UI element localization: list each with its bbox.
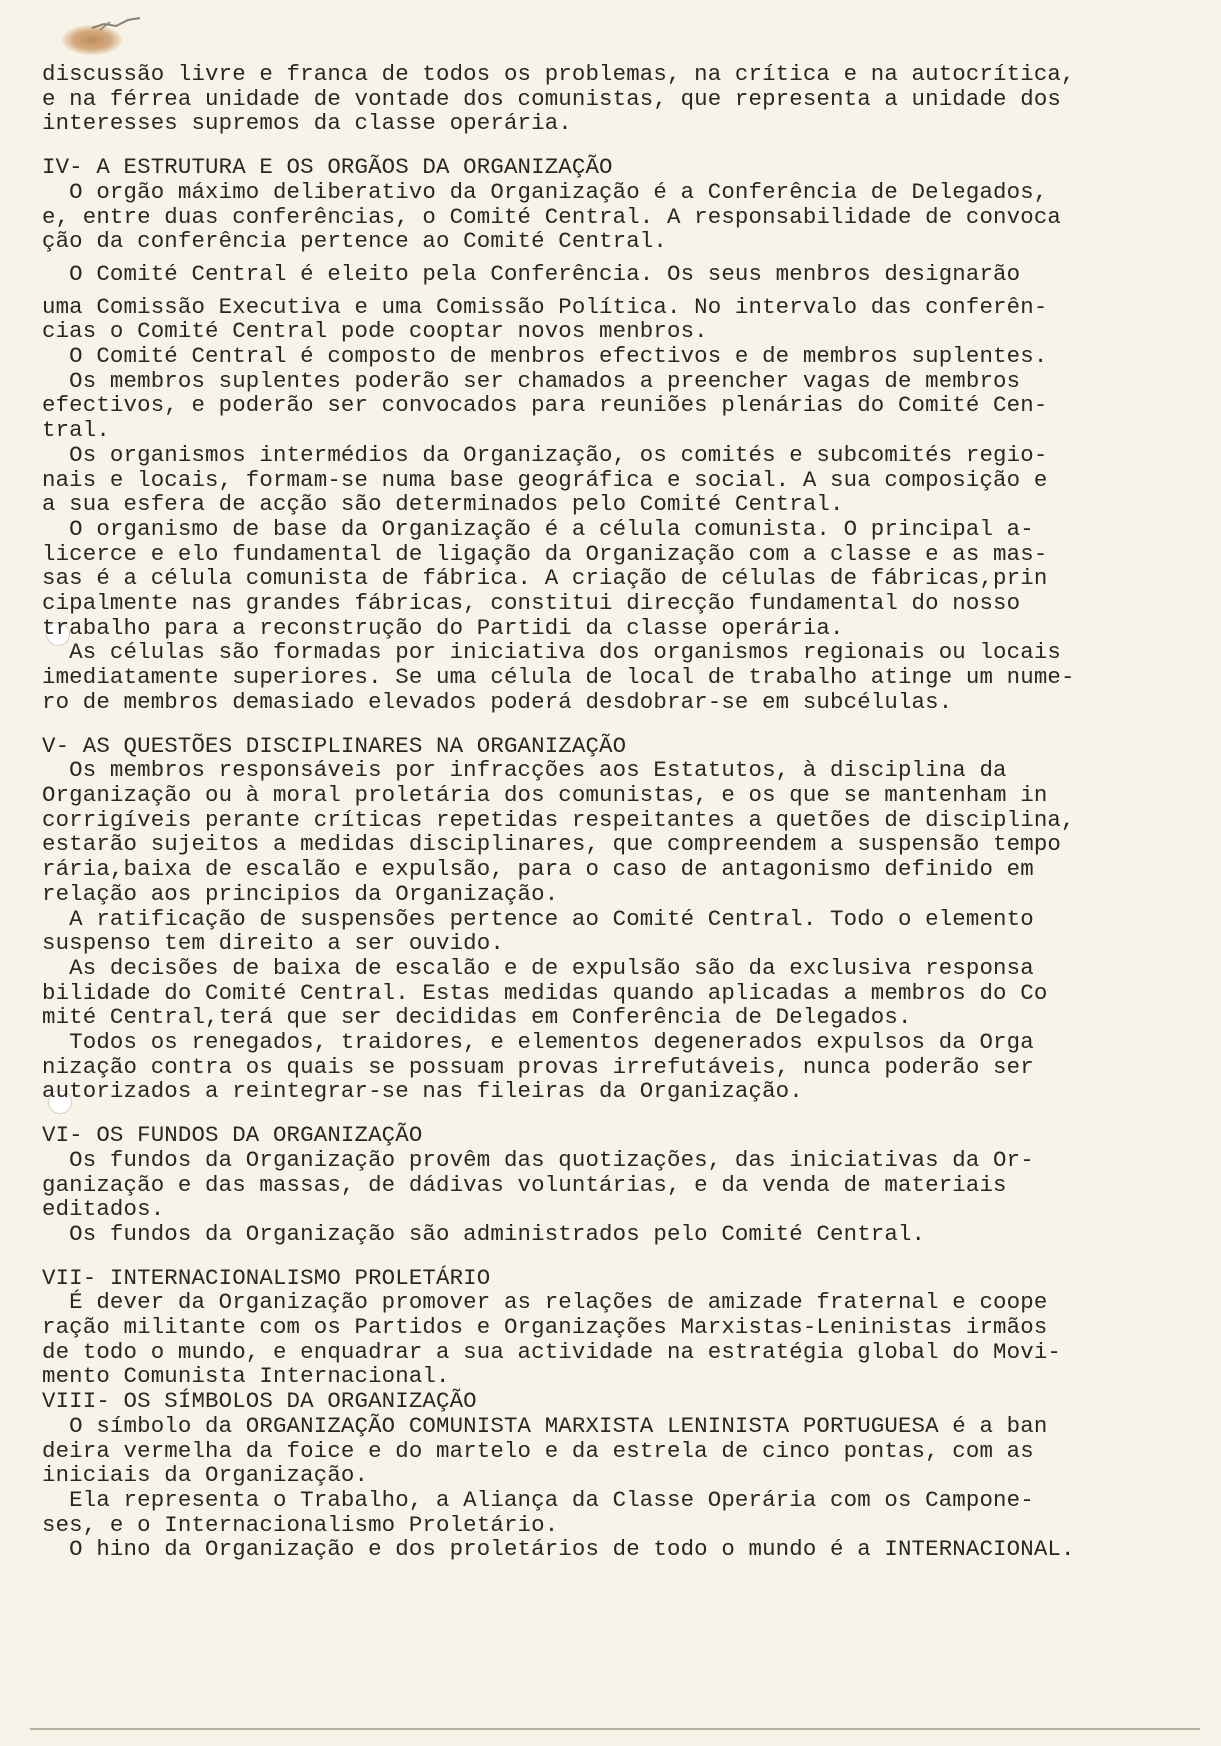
text-line: e na férrea unidade de vontade dos comunistas, que representa a unidade dos bbox=[42, 85, 1061, 112]
text-line: autorizados a reintegrar-se nas fileiras da Organização. bbox=[42, 1078, 803, 1105]
text-line: tral. bbox=[42, 417, 110, 444]
text-line: A ratificação de suspensões pertence ao Comité Central. Todo o elemento bbox=[42, 905, 1034, 932]
text-line: imediatamente superiores. Se uma célula de local de trabalho atinge um nume- bbox=[42, 664, 1075, 691]
intro-paragraph bbox=[42, 62, 1192, 136]
text-line: Os fundos da Organização são administrados pelo Comité Central. bbox=[42, 1220, 926, 1247]
text-line: sas é a célula comunista de fábrica. A criação de células de fábricas,prin bbox=[42, 565, 1048, 592]
text-line: a sua esfera de acção são determinados pelo Comité Central. bbox=[42, 491, 844, 518]
section-iv-paragraph-b bbox=[42, 262, 1192, 287]
text-line: discussão livre e franca de todos os problemas, na crítica e na autocrítica, bbox=[42, 61, 1075, 87]
section-heading-iv: IV- A ESTRUTURA E OS ORGÃOS DA ORGANIZAÇÃO bbox=[42, 154, 613, 181]
text-line: editados. bbox=[42, 1196, 165, 1223]
text-line: de todo o mundo, e enquadrar a sua actividade na estratégia global do Movi- bbox=[42, 1338, 1061, 1365]
section-iv-paragraph-a bbox=[42, 180, 1192, 254]
text-line: mento Comunista Internacional. bbox=[42, 1363, 450, 1390]
text-line: bilidade do Comité Central. Estas medidas quando aplicadas a membros do Co bbox=[42, 979, 1048, 1006]
text-line: efectivos, e poderão ser convocados para reuniões plenárias do Comité Cen- bbox=[42, 392, 1048, 419]
staple-mark-icon bbox=[90, 14, 142, 34]
text-line: rária,baixa de escalão e expulsão, para o caso de antagonismo definido em bbox=[42, 856, 1034, 883]
section-heading-viii: VIII- OS SÍMBOLOS DA ORGANIZAÇÃO bbox=[42, 1388, 477, 1415]
text-line: Todos os renegados, traidores, e elementos degenerados expulsos da Orga bbox=[42, 1029, 1034, 1056]
text-line: ção da conferência pertence ao Comité Central. bbox=[42, 228, 667, 255]
text-line: estarão sujeitos a medidas disciplinares, que compreendem a suspensão tempo bbox=[42, 831, 1061, 858]
text-line: O organismo de base da Organização é a célula comunista. O principal a- bbox=[42, 515, 1034, 542]
text-line: ganização e das massas, de dádivas voluntárias, e da venda de materiais bbox=[42, 1171, 1007, 1198]
text-line: e, entre duas conferências, o Comité Central. A responsabilidade de convoca bbox=[42, 203, 1061, 230]
section-vii-paragraphs bbox=[42, 1290, 1192, 1389]
section-v-paragraphs bbox=[42, 758, 1192, 1104]
text-line: uma Comissão Executiva e uma Comissão Política. No intervalo das conferên- bbox=[42, 293, 1048, 320]
text-line: deira vermelha da foice e do martelo e da estrela de cinco pontas, com as bbox=[42, 1437, 1034, 1464]
text-line: nais e locais, formam-se numa base geográfica e social. A sua composição e bbox=[42, 466, 1048, 493]
text-line: iniciais da Organização. bbox=[42, 1462, 369, 1489]
page-bottom-edge bbox=[30, 1728, 1200, 1730]
text-line: mité Central,terá que ser decididas em Conferência de Delegados. bbox=[42, 1004, 912, 1031]
text-line: As decisões de baixa de escalão e de expulsão são da exclusiva responsa bbox=[42, 954, 1034, 981]
section-heading-vii: VII- INTERNACIONALISMO PROLETÁRIO bbox=[42, 1264, 491, 1291]
text-line: É dever da Organização promover as relações de amizade fraternal e coope bbox=[42, 1289, 1048, 1316]
text-line: cias o Comité Central pode cooptar novos menbros. bbox=[42, 318, 708, 345]
document-body bbox=[42, 62, 1192, 1562]
text-line: ses, e o Internacionalismo Proletário. bbox=[42, 1511, 559, 1538]
text-line: cipalmente nas grandes fábricas, constitui direcção fundamental do nosso bbox=[42, 590, 1021, 617]
section-heading-v: V- AS QUESTÕES DISCIPLINARES NA ORGANIZAÇÃO bbox=[42, 732, 627, 759]
text-line: suspenso tem direito a ser ouvido. bbox=[42, 930, 504, 957]
text-line: corrigíveis perante críticas repetidas respeitantes a quetões de disciplina, bbox=[42, 806, 1075, 833]
text-line: O Comité Central é composto de menbros efectivos e de membros suplentes. bbox=[42, 343, 1048, 370]
section-viii-paragraphs bbox=[42, 1414, 1192, 1562]
section-iv-paragraphs bbox=[42, 295, 1192, 715]
text-line: Os fundos da Organização provêm das quotizações, das iniciativas da Or- bbox=[42, 1146, 1034, 1173]
text-line: O símbolo da ORGANIZAÇÃO COMUNISTA MARXISTA LENINISTA PORTUGUESA é a ban bbox=[42, 1412, 1048, 1439]
text-line: O orgão máximo deliberativo da Organização é a Conferência de Delegados, bbox=[42, 178, 1048, 205]
text-line: nização contra os quais se possuam provas irrefutáveis, nunca poderão ser bbox=[42, 1053, 1034, 1080]
text-line: Os membros responsáveis por infracções aos Estatutos, à disciplina da bbox=[42, 757, 1007, 784]
text-line: O Comité Central é eleito pela Conferência. Os seus menbros designarão bbox=[42, 260, 1021, 287]
text-line: Os organismos intermédios da Organização, os comités e subcomités regio- bbox=[42, 441, 1048, 468]
text-line: As células são formadas por iniciativa dos organismos regionais ou locais bbox=[42, 639, 1061, 666]
text-line: ração militante com os Partidos e Organizações Marxistas-Leninistas irmãos bbox=[42, 1314, 1048, 1341]
text-line: ro de membros demasiado elevados poderá desdobrar-se em subcélulas. bbox=[42, 688, 953, 715]
text-line: Os membros suplentes poderão ser chamados a preencher vagas de membros bbox=[42, 367, 1021, 394]
text-line: trabalho para a reconstrução do Partidi da classe operária. bbox=[42, 614, 844, 641]
text-line: licerce e elo fundamental de ligação da Organização com a classe e as mas- bbox=[42, 540, 1048, 567]
text-line: Organização ou à moral proletária dos comunistas, e os que se mantenham in bbox=[42, 781, 1048, 808]
text-line: interesses supremos da classe operária. bbox=[42, 110, 572, 137]
text-line: relação aos principios da Organização. bbox=[42, 880, 559, 907]
text-line: Ela representa o Trabalho, a Aliança da Classe Operária com os Campone- bbox=[42, 1486, 1034, 1513]
section-heading-vi: VI- OS FUNDOS DA ORGANIZAÇÃO bbox=[42, 1122, 423, 1149]
section-vi-paragraphs bbox=[42, 1148, 1192, 1247]
text-line: O hino da Organização e dos proletários de todo o mundo é a INTERNACIONAL. bbox=[42, 1536, 1075, 1563]
